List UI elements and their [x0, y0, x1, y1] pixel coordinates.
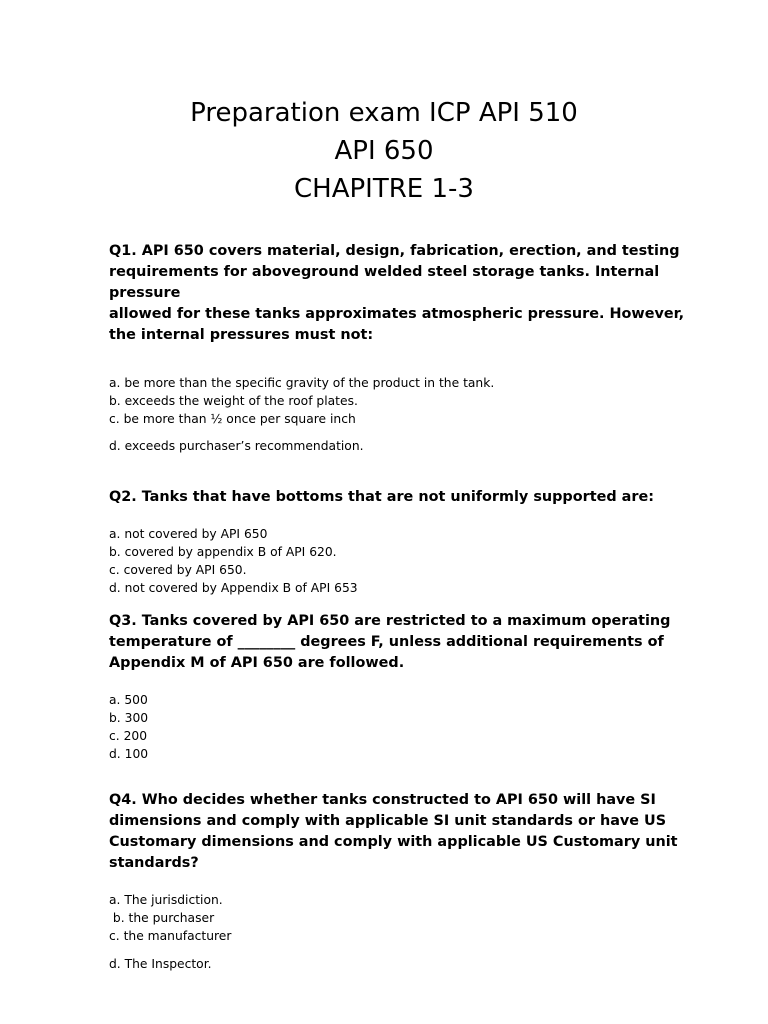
question-2	[109, 487, 654, 508]
question-1-option-d: d. exceeds purchaser’s recommendation.	[109, 439, 364, 453]
question-4	[109, 790, 678, 874]
title-line-1: Preparation exam ICP API 510	[190, 98, 578, 128]
question-1-option-d-block	[109, 437, 649, 455]
question-4-option-d-block	[109, 955, 649, 973]
question-3-options	[109, 691, 649, 763]
question-3-line: Q3. Tanks covered by API 650 are restricted to a maximum operating	[109, 613, 671, 629]
question-1-line: the internal pressures must not:	[109, 327, 374, 343]
question-2-line: Q2. Tanks that have bottoms that are not uniformly supported are:	[109, 489, 654, 505]
question-4-option-d: d. The Inspector.	[109, 957, 212, 971]
document-title	[0, 95, 768, 209]
title-line-3: CHAPITRE 1-3	[294, 174, 474, 204]
question-4-line: Customary dimensions and comply with applicable US Customary unit	[109, 834, 678, 850]
question-1-option-b: b. exceeds the weight of the roof plates.	[109, 394, 358, 408]
question-4-options	[109, 891, 649, 945]
question-1-option-c: c. be more than ½ once per square inch	[109, 412, 356, 426]
question-3-option-b: b. 300	[109, 711, 149, 725]
question-1-line: Q1. API 650 covers material, design, fabrication, erection, and testing	[109, 243, 680, 259]
question-1-options	[109, 374, 649, 428]
question-1	[109, 241, 685, 346]
question-4-option-b: b. the purchaser	[109, 911, 215, 925]
question-1-line: allowed for these tanks approximates atmospheric pressure. However,	[109, 306, 685, 322]
question-4-option-a: a. The jurisdiction.	[109, 893, 223, 907]
question-3-option-c: c. 200	[109, 729, 148, 743]
question-2-option-b: b. covered by appendix B of API 620.	[109, 545, 337, 559]
question-2-options	[109, 525, 649, 597]
question-3-option-a: a. 500	[109, 693, 148, 707]
question-2-option-d: d. not covered by Appendix B of API 653	[109, 581, 358, 595]
question-2-option-a: a. not covered by API 650	[109, 527, 268, 541]
question-4-line: Q4. Who decides whether tanks constructed to API 650 will have SI	[109, 792, 656, 808]
question-1-line: requirements for aboveground welded steel storage tanks. Internal	[109, 264, 660, 280]
question-3	[109, 611, 671, 674]
question-1-option-a: a. be more than the specific gravity of the product in the tank.	[109, 376, 495, 390]
question-3-option-d: d. 100	[109, 747, 149, 761]
question-4-line: dimensions and comply with applicable SI unit standards or have US	[109, 813, 667, 829]
question-4-line: standards?	[109, 855, 199, 871]
question-4-option-c: c. the manufacturer	[109, 929, 232, 943]
question-3-line: Appendix M of API 650 are followed.	[109, 655, 405, 671]
title-line-2: API 650	[334, 136, 434, 166]
question-3-line: temperature of ________ degrees F, unless additional requirements of	[109, 634, 664, 650]
question-2-option-c: c. covered by API 650.	[109, 563, 247, 577]
question-1-line: pressure	[109, 285, 181, 301]
